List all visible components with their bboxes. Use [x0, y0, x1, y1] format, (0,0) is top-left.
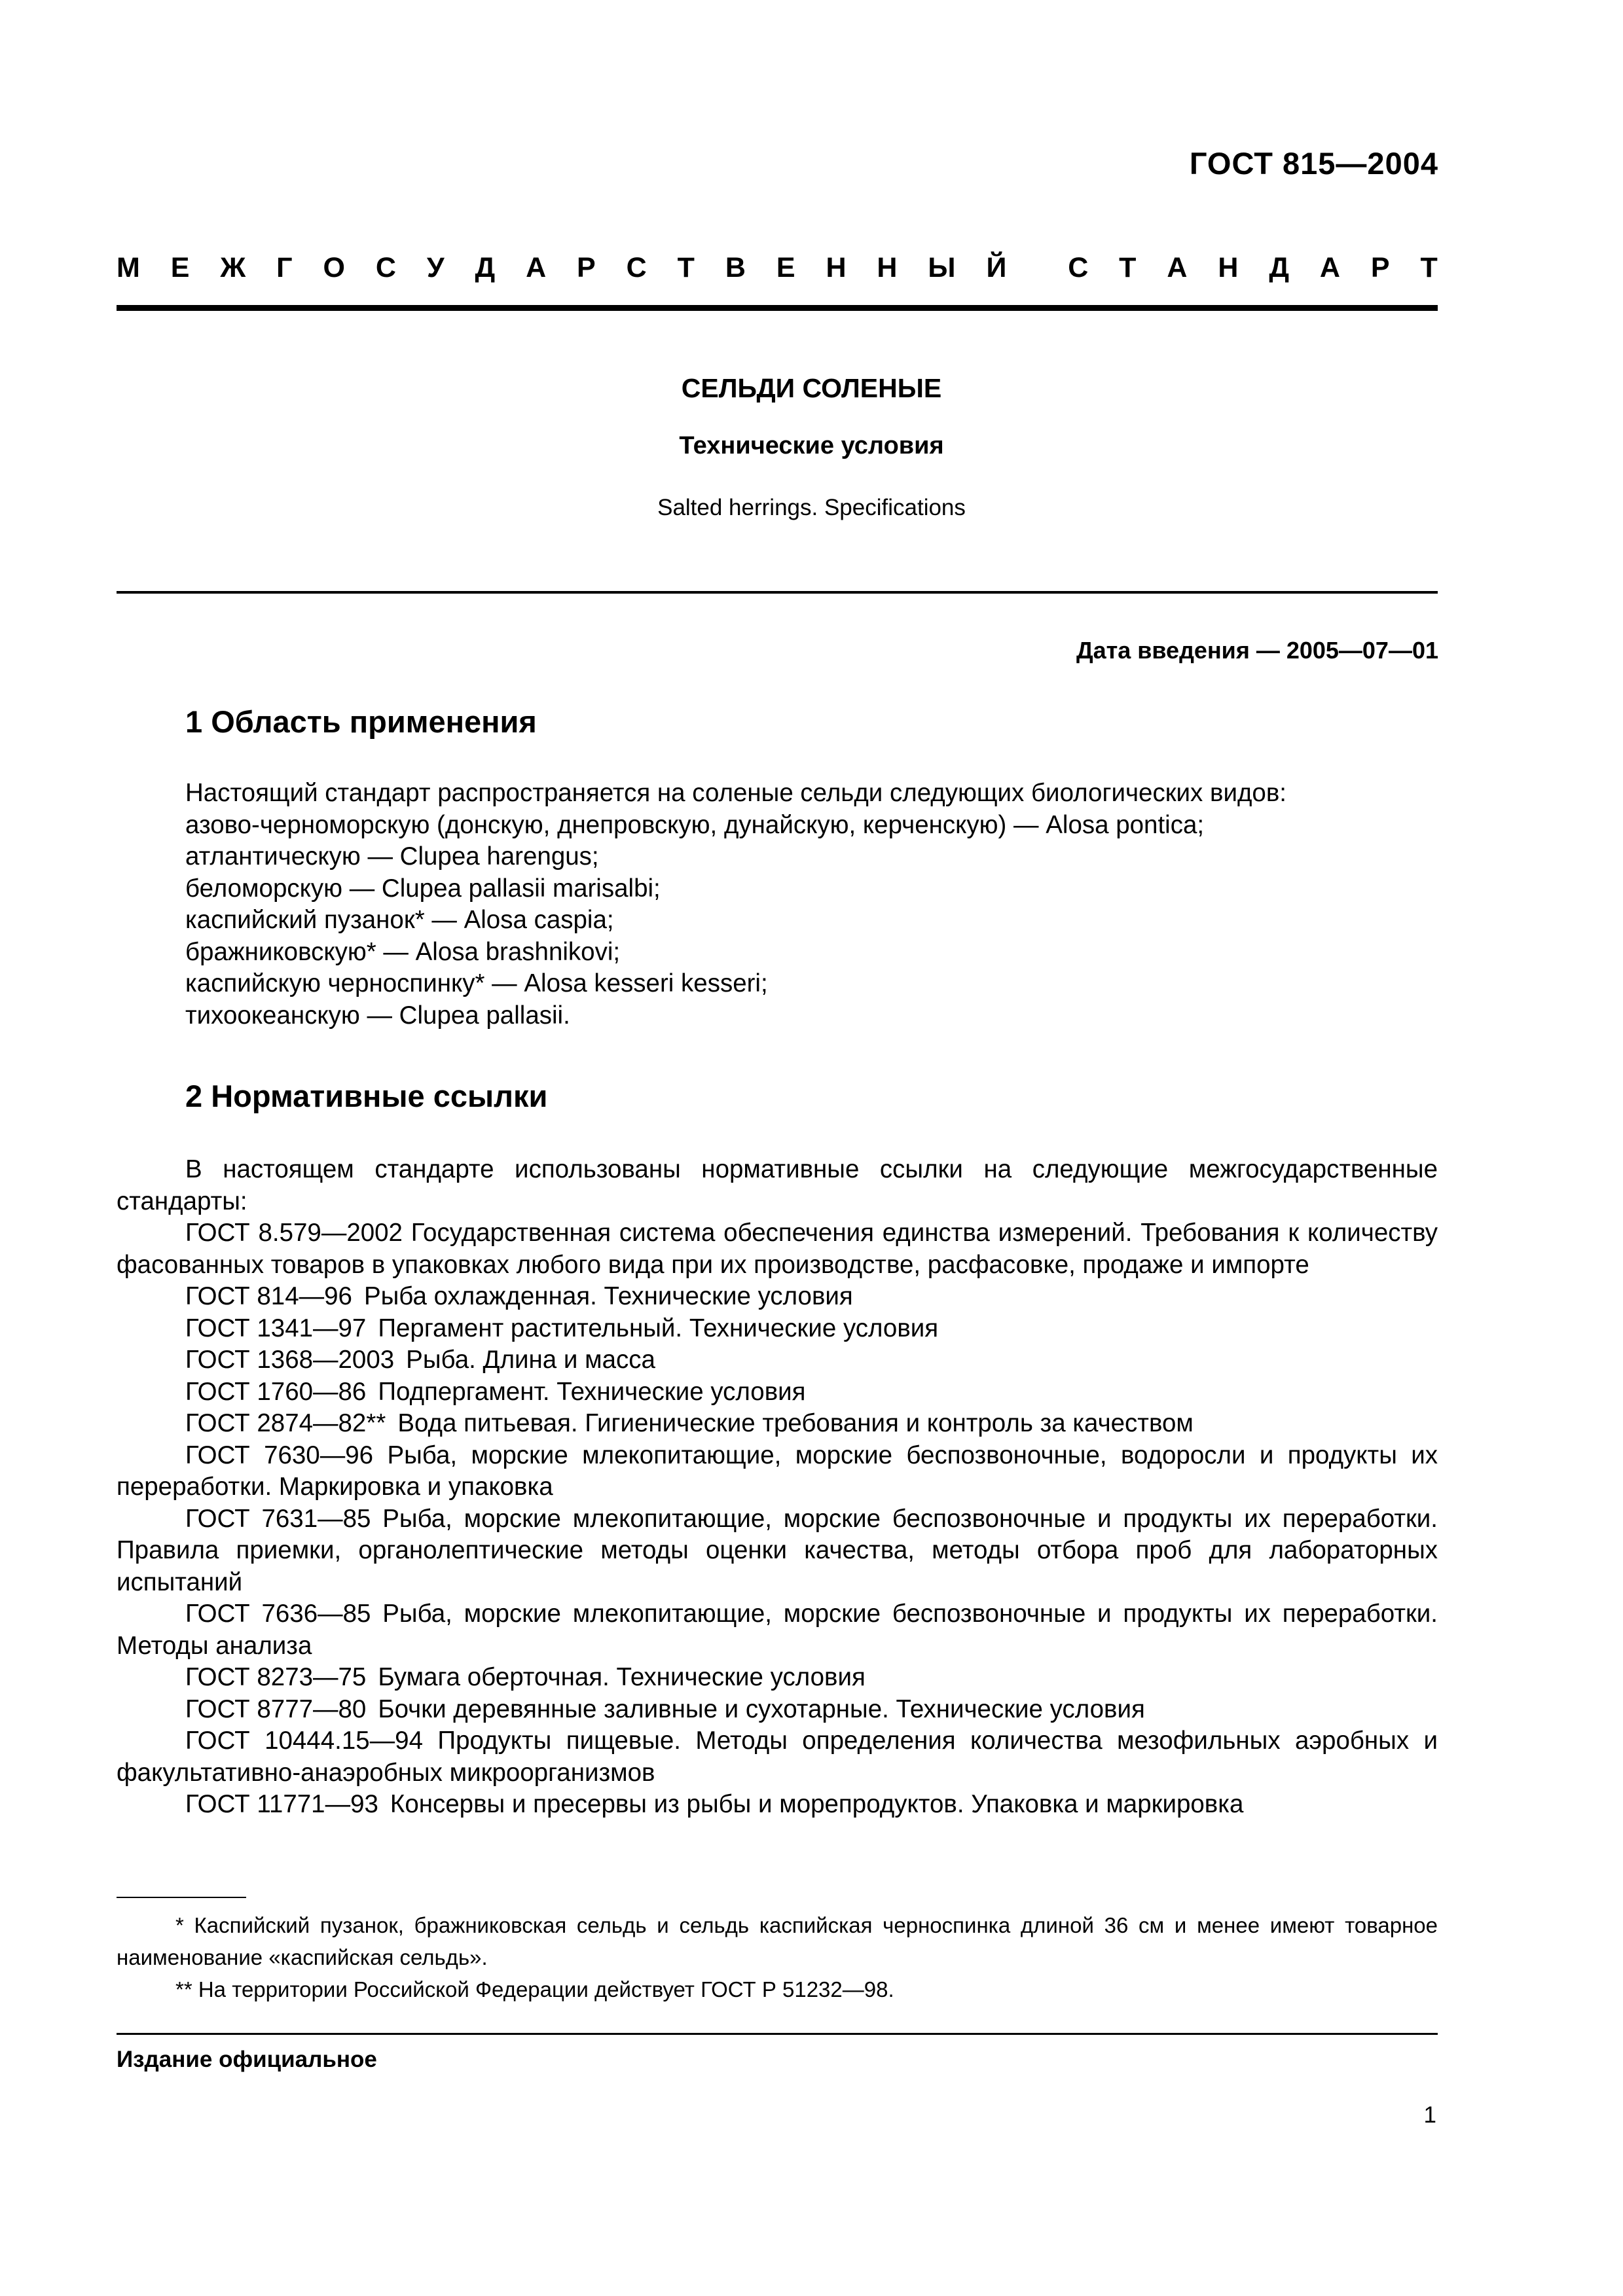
reference-title: Пергамент растительный. Технические условия	[378, 1314, 939, 1342]
reference-title: Вода питьевая. Гигиенические требования и контроль за качеством	[397, 1409, 1194, 1437]
banner-letter: О	[323, 252, 345, 283]
banner-letter: Д	[475, 252, 496, 283]
banner-letter: Т	[1119, 252, 1137, 283]
edition-label: Издание официальное	[117, 2047, 377, 2072]
reference-title: Подпергамент. Технические условия	[378, 1377, 806, 1406]
reference-item	[117, 1725, 1438, 1789]
footnote: ** На территории Российской Федерации действует ГОСТ Р 51232—98.	[175, 1977, 894, 2001]
banner-letter: Е	[170, 252, 190, 283]
reference-item	[117, 1503, 1438, 1599]
reference-code: ГОСТ 814—96	[185, 1282, 352, 1310]
banner-letter: А	[1319, 252, 1340, 283]
banner-letter: С	[626, 252, 647, 283]
scope-line: тихоокеанскую — Clupea pallasii.	[185, 1001, 570, 1030]
scope-line: каспийскую черноспинку* — Alosa kesseri kesseri;	[185, 969, 768, 997]
reference-title: Консервы и пресервы из рыбы и морепродуктов. Упаковка и маркировка	[390, 1790, 1244, 1818]
footnotes	[117, 1909, 1438, 2005]
banner-letter: А	[526, 252, 547, 283]
banner-letter: Ы	[928, 252, 956, 283]
reference-code: ГОСТ 11771—93	[185, 1790, 378, 1818]
reference-code: ГОСТ 10444.15—94	[185, 1727, 423, 1755]
scope-line: каспийский пузанок* — Alosa caspia;	[185, 906, 614, 934]
reference-title: Государственная система обеспечения единства измерений. Требования к количеству фасованных товаров в упаковках любого вида при их производстве, расфасовке, продаже и импорте	[117, 1219, 1438, 1279]
banner-letter: А	[1167, 252, 1188, 283]
banner-letter: Т	[1420, 252, 1438, 283]
footer-divider	[117, 2033, 1438, 2035]
reference-title: Рыба, морские млекопитающие, морские беспозвоночные, водоросли и продукты их переработки. Маркировка и упаковка	[117, 1441, 1438, 1501]
reference-title: Рыба охлажденная. Технические условия	[363, 1282, 853, 1310]
scope-line: беломорскую — Clupea pallasii marisalbi;	[185, 874, 661, 903]
section-2-body	[117, 1154, 1438, 1821]
reference-item	[117, 1376, 1438, 1408]
footnote: * Каспийский пузанок, бражниковская сельдь и сельдь каспийская черноспинка длиной 36 см и менее имеют товарное наименование «каспийская сельдь».	[117, 1913, 1438, 1969]
reference-code: ГОСТ 7630—96	[185, 1441, 374, 1469]
banner-letter: Г	[276, 252, 293, 283]
header-divider	[117, 305, 1438, 311]
reference-item	[117, 1408, 1438, 1440]
document-title-english: Salted herrings. Specifications	[657, 495, 966, 520]
reference-item	[117, 1598, 1438, 1662]
footnote-separator	[117, 1897, 246, 1898]
reference-item	[117, 1344, 1438, 1376]
reference-item	[117, 1789, 1438, 1821]
reference-code: ГОСТ 8777—80	[185, 1695, 367, 1723]
banner-letter: М	[117, 252, 140, 283]
section-2-intro: В настоящем стандарте использованы нормативные ссылки на следующие межгосударственные стандарты:	[117, 1155, 1438, 1215]
standard-type-banner	[117, 252, 1438, 284]
reference-code: ГОСТ 8273—75	[185, 1663, 367, 1691]
reference-item	[117, 1217, 1438, 1281]
reference-code: ГОСТ 8.579—2002	[185, 1219, 403, 1247]
effective-date: Дата введения — 2005—07—01	[1076, 637, 1438, 664]
reference-title: Рыба, морские млекопитающие, морские беспозвоночные и продукты их переработки. Правила приемки, органолептические методы оценки качества, методы отбора проб для лабораторных испытаний	[117, 1504, 1438, 1596]
page-number: 1	[1423, 2102, 1436, 2128]
banner-letter: Д	[1269, 252, 1289, 283]
reference-code: ГОСТ 1341—97	[185, 1314, 367, 1342]
reference-item	[117, 1440, 1438, 1503]
reference-title: Бочки деревянные заливные и сухотарные. Технические условия	[378, 1695, 1145, 1723]
reference-code: ГОСТ 7636—85	[185, 1600, 371, 1628]
reference-code: ГОСТ 2874—82**	[185, 1409, 386, 1437]
reference-code: ГОСТ 7631—85	[185, 1504, 371, 1533]
section-1-body	[117, 778, 1438, 1031]
banner-letter: С	[375, 252, 396, 283]
banner-letter: Ж	[220, 252, 246, 283]
banner-letter: Н	[826, 252, 847, 283]
reference-item	[117, 1694, 1438, 1726]
banner-letter: Е	[776, 252, 795, 283]
scope-line: Настоящий стандарт распространяется на соленые сельди следующих биологических видов:	[185, 779, 1286, 807]
scope-line: атлантическую — Clupea harengus;	[185, 842, 599, 870]
banner-letter: В	[725, 252, 746, 283]
banner-letter: Т	[677, 252, 695, 283]
document-number: ГОСТ 815—2004	[1189, 146, 1438, 181]
banner-letter: Н	[877, 252, 898, 283]
reference-item	[117, 1281, 1438, 1313]
reference-item	[117, 1313, 1438, 1345]
banner-letter: У	[426, 252, 445, 283]
banner-letter: С	[1068, 252, 1089, 283]
banner-letter: Й	[986, 252, 1007, 283]
banner-letter: Р	[1370, 252, 1390, 283]
reference-code: ГОСТ 1368—2003	[185, 1346, 395, 1374]
title-divider	[117, 591, 1438, 594]
banner-letter: Н	[1218, 252, 1239, 283]
reference-item	[117, 1662, 1438, 1694]
document-subtitle: Технические условия	[679, 432, 944, 459]
banner-letter: Р	[577, 252, 596, 283]
reference-title: Продукты пищевые. Методы определения количества мезофильных аэробных и факультативно-анаэробных микроорганизмов	[117, 1727, 1438, 1787]
reference-code: ГОСТ 1760—86	[185, 1377, 367, 1406]
section-2-heading: 2 Нормативные ссылки	[185, 1079, 548, 1113]
reference-title: Бумага оберточная. Технические условия	[378, 1663, 866, 1691]
section-1-heading: 1 Область применения	[185, 704, 537, 739]
reference-title: Рыба, морские млекопитающие, морские беспозвоночные и продукты их переработки. Методы анализа	[117, 1600, 1438, 1660]
scope-line: бражниковскую* — Alosa brashnikovi;	[185, 937, 621, 966]
reference-title: Рыба. Длина и масса	[406, 1346, 655, 1374]
scope-line: азово-черноморскую (донскую, днепровскую, дунайскую, керченскую) — Alosa pontica;	[185, 810, 1205, 839]
document-title: СЕЛЬДИ СОЛЕНЫЕ	[681, 373, 942, 403]
